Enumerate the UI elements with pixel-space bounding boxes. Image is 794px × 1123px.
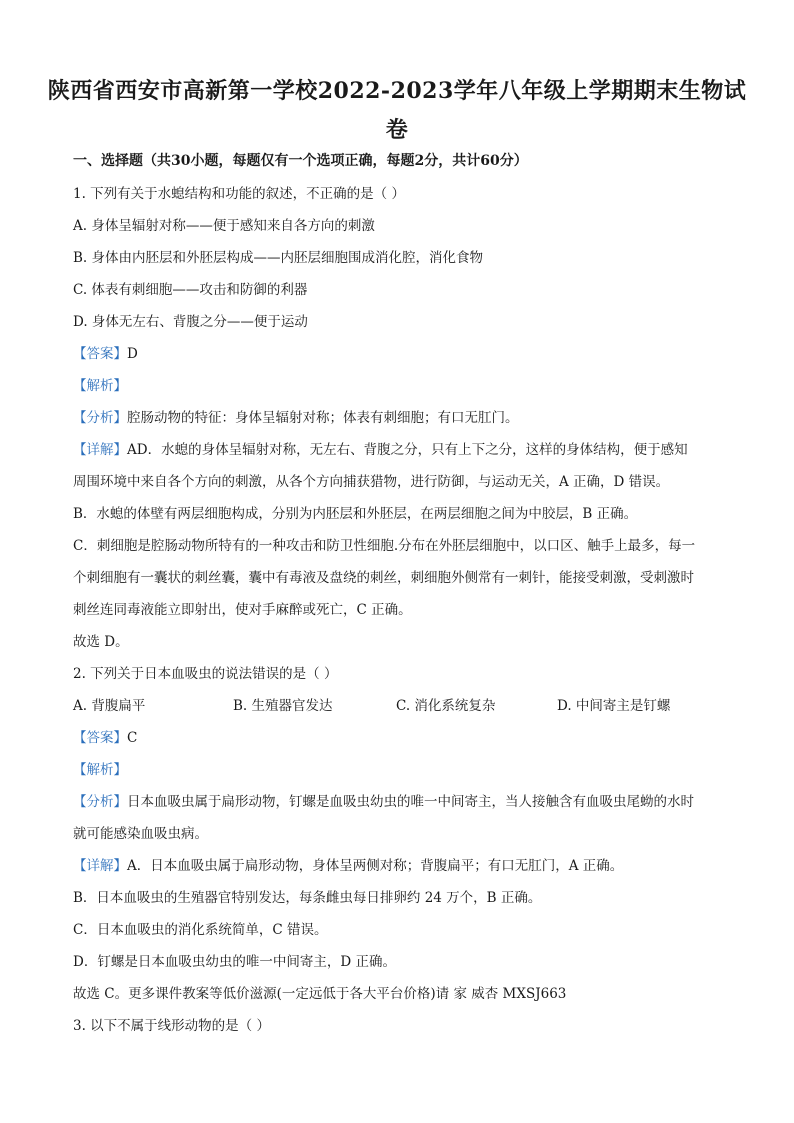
question-1-answer (73, 342, 138, 362)
question-1-detail-5: 个刺细胞有一囊状的刺丝囊，囊中有毒液及盘绕的刺丝，刺细胞外侧常有一刺针，能接受刺激，受刺激时 (73, 570, 694, 586)
question-1-detail-2: 周围环境中来自各个方向的刺激，从各个方向捕获猎物，进行防御，与运动无关，A 正确，D 错误。 (73, 474, 670, 490)
question-2-detail-3: C．日本血吸虫的消化系统简单，C 错误。 (73, 922, 328, 938)
fenxi-text: 腔肠动物的特征：身体呈辐射对称；体表有刺细胞；有口无肛门。 (127, 410, 519, 426)
question-2-option-d: D. 中间寄主是钉螺 (557, 698, 671, 714)
question-1-fenxi (73, 406, 519, 426)
question-1-option-d: D. 身体无左右、背腹之分——便于运动 (73, 314, 308, 330)
question-2-fenxi (73, 790, 694, 810)
answer-value: C (127, 730, 138, 746)
question-2-detail-1 (73, 854, 623, 874)
answer-tag: 【答案】 (73, 346, 127, 362)
question-2-detail-2: B．日本血吸虫的生殖器官特别发达，每条雌虫每日排卵约 24 万个，B 正确。 (73, 890, 542, 906)
question-1-option-b: B. 身体由内胚层和外胚层构成——内胚层细胞围成消化腔，消化食物 (73, 250, 484, 266)
answer-value: D (127, 346, 138, 362)
question-2-option-b: B. 生殖器官发达 (233, 698, 333, 714)
question-1-stem: 1. 下列有关于水螅结构和功能的叙述，不正确的是（ ） (73, 186, 405, 202)
question-3-stem: 3. 以下不属于线形动物的是（ ） (73, 1018, 270, 1034)
document-title-continued: 卷 (385, 117, 409, 143)
xiangjie-tag: 【详解】 (73, 858, 127, 874)
analysis-tag: 【解析】 (73, 762, 127, 778)
fenxi-tag: 【分析】 (73, 410, 127, 426)
question-2-option-a: A. 背腹扁平 (73, 698, 146, 714)
fenxi-text: 日本血吸虫属于扁形动物，钉螺是血吸虫幼虫的唯一中间寄主，当人接触含有血吸虫尾蚴的水时 (127, 794, 694, 810)
question-1-option-a: A. 身体呈辐射对称——便于感知来自各方向的刺激 (73, 218, 375, 234)
xiangjie-tag: 【详解】 (73, 442, 127, 458)
fenxi-tag: 【分析】 (73, 794, 127, 810)
question-1-analysis-tag (73, 374, 127, 394)
question-1-detail-3: B．水螅的体壁有两层细胞构成，分别为内胚层和外胚层，在两层细胞之间为中胶层，B 正确。 (73, 506, 638, 522)
section-heading: 一、选择题（共30小题，每题仅有一个选项正确，每题2分，共计60分） (73, 153, 528, 169)
detail-text: A．日本血吸虫属于扁形动物，身体呈两侧对称；背腹扁平；有口无肛门，A 正确。 (127, 858, 624, 874)
question-1-option-c: C. 体表有刺细胞——攻击和防御的利器 (73, 282, 308, 298)
question-2-answer (73, 726, 137, 746)
detail-text: AD．水螅的身体呈辐射对称，无左右、背腹之分，只有上下之分，这样的身体结构，便于感知 (127, 442, 688, 458)
question-2-option-c: C. 消化系统复杂 (396, 698, 496, 714)
question-1-detail-1 (73, 438, 688, 458)
answer-tag: 【答案】 (73, 730, 127, 746)
question-2-detail-4: D．钉螺是日本血吸虫幼虫的唯一中间寄主，D 正确。 (73, 954, 396, 970)
question-1-detail-6: 刺丝连同毒液能立即射出，使对手麻醉或死亡，C 正确。 (73, 602, 412, 618)
question-1-detail-4: C．刺细胞是腔肠动物所特有的一种攻击和防卫性细胞.分布在外胚层细胞中，以口区、触手上最多，每一 (73, 538, 696, 554)
question-2-fenxi-continued: 就可能感染血吸虫病。 (73, 826, 208, 842)
analysis-tag: 【解析】 (73, 378, 127, 394)
question-2-stem: 2. 下列关于日本血吸虫的说法错误的是（ ） (73, 666, 338, 682)
question-1-conclusion: 故选 D。 (73, 634, 129, 650)
question-2-analysis-tag (73, 758, 127, 778)
document-title: 陕西省西安市高新第一学校2022-2023学年八年级上学期期末生物试 (47, 78, 747, 104)
question-2-conclusion: 故选 C。更多课件教案等低价滋源(一定远低于各大平台价格)请 家 威杏 MXSJ663 (73, 986, 567, 1002)
